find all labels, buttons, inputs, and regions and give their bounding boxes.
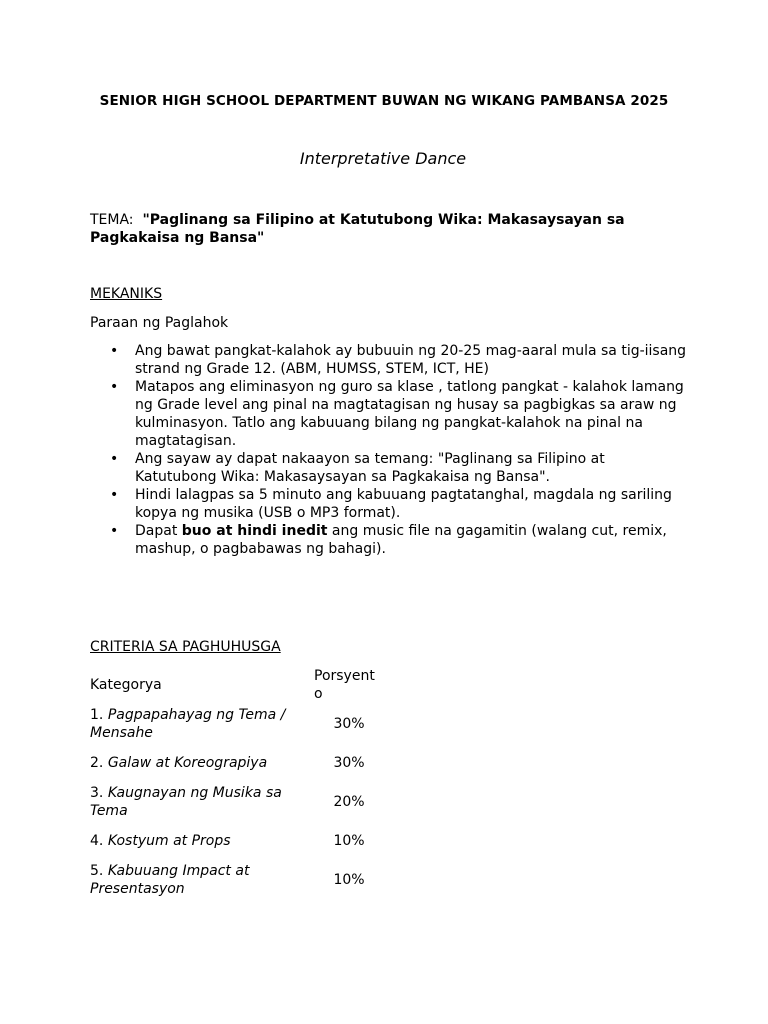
theme-value: "Paglinang sa Filipino at Katutubong Wika: Makasaysayan sa Pagkakaisa ng Bansa": [90, 212, 625, 246]
bullet-icon: •: [110, 487, 119, 503]
rule-item: [90, 342, 690, 378]
criteria-name: Kaugnayan ng Musika sa Tema: [90, 784, 282, 819]
bullet-icon: •: [110, 343, 119, 359]
criteria-name: Galaw at Koreograpiya: [107, 754, 268, 771]
percent-column-header-text: Porsyento: [314, 668, 375, 702]
criteria-row: [90, 860, 384, 899]
criteria-name: Kostyum at Props: [107, 832, 231, 849]
criteria-number: 2.: [90, 754, 104, 771]
rule-item: [90, 522, 690, 558]
criteria-percent: 20%: [333, 793, 365, 810]
criteria-number: 1.: [90, 706, 104, 723]
rule-text: Matapos ang eliminasyon ng guro sa klase , tatlong pangkat - kalahok lamang ng Grade level ang pinal na magtatagisan ng husay sa pagbigkas sa araw ng kulminasyon. Tatlo ang kabuuang bilang ng pangkat-kalahok na pinal na magtatagisan.: [135, 379, 684, 449]
rules-list: [90, 342, 690, 558]
criteria-table: [90, 666, 384, 899]
rule-text: Hindi lalagpas sa 5 minuto ang kabuuang pagtatanghal, magdala ng sariling kopya ng musika (USB o MP3 format).: [135, 487, 672, 521]
rule-text: [135, 523, 667, 557]
criteria-percent: 30%: [333, 715, 365, 732]
criteria-heading: CRITERIA SA PAGHUHUSGA: [90, 639, 281, 655]
rule-item: [90, 378, 690, 450]
percent-column-header: [314, 666, 384, 704]
criteria-number: 5.: [90, 862, 104, 879]
bullet-icon: •: [110, 523, 119, 539]
rule-text-suffix: ang music file na gagamitin (walang cut, remix, mashup, o pagbabawas ng bahagi).: [135, 523, 667, 557]
criteria-category: [90, 782, 314, 821]
criteria-row: [90, 704, 384, 743]
criteria-percent: 10%: [333, 871, 365, 888]
criteria-category: [90, 704, 314, 743]
criteria-percent: 30%: [333, 754, 365, 771]
rule-text: Ang bawat pangkat-kalahok ay bubuuin ng 20-25 mag-aaral mula sa tig-iisang strand ng Grade 12. (ABM, HUMSS, STEM, ICT, HE): [135, 343, 687, 377]
criteria-header-row: [90, 666, 384, 704]
criteria-category: [90, 743, 314, 782]
criteria-category: [90, 860, 314, 899]
bullet-icon: •: [110, 379, 119, 395]
criteria-name: Pagpapahayag ng Tema / Mensahe: [90, 706, 286, 741]
criteria-category: [90, 821, 314, 860]
criteria-number: 4.: [90, 832, 104, 849]
mechanics-subheading: Paraan ng Paglahok: [90, 315, 229, 331]
criteria-number: 3.: [90, 784, 104, 801]
rule-text-prefix: Dapat: [135, 523, 182, 539]
rule-text: Ang sayaw ay dapat nakaayon sa temang: "Paglinang sa Filipino at Katutubong Wika: Makasaysayan sa Pagkakaisa ng Bansa".: [135, 451, 605, 485]
theme-paragraph: [90, 211, 650, 247]
criteria-row: [90, 743, 384, 782]
mechanics-heading: MEKANIKS: [90, 286, 163, 302]
criteria-row: [90, 821, 384, 860]
rule-item: [90, 450, 690, 486]
criteria-name: Kabuuang Impact at Presentasyon: [90, 862, 250, 897]
criteria-row: [90, 782, 384, 821]
category-column-header: Kategorya: [90, 677, 162, 693]
rule-item: [90, 486, 690, 522]
page-title: SENIOR HIGH SCHOOL DEPARTMENT BUWAN NG WIKANG PAMBANSA 2025: [99, 93, 669, 109]
page-subtitle: Interpretative Dance: [299, 149, 467, 168]
rule-text-emphasis: buo at hindi inedit: [181, 523, 328, 539]
criteria-percent: 10%: [333, 832, 365, 849]
theme-label: TEMA:: [90, 212, 134, 228]
bullet-icon: •: [110, 451, 119, 467]
